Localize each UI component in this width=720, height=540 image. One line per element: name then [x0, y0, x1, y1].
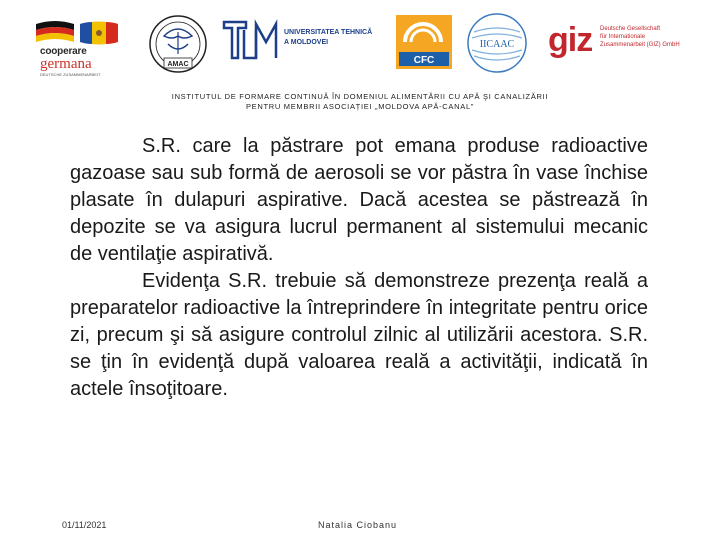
institute-header	[0, 92, 720, 112]
amac-emblem-icon	[144, 14, 216, 76]
giz-sub2: für Internationale	[600, 34, 646, 40]
giz-logo	[548, 20, 688, 64]
cooperare-germana-logo	[36, 20, 136, 80]
utm-line2: A MOLDOVEI	[284, 39, 329, 46]
header-line2: PENTRU MEMBRII ASOCIAȚIEI „MOLDOVA APĂ-CANAL”	[245, 102, 475, 111]
paragraph-evidence: Evidenţa S.R. trebuie să demonstreze prezenţa reală a preparatelor radioactive la întreprindere în integritate pentru orice zi, precum şi să asigure controlul zilnic al utilizării acestora. S.R. se ţin în evidenţă după valoarea reală a activităţii, indicată în actele însoţitoare.	[70, 270, 648, 400]
coop-line2: germana	[40, 56, 92, 72]
giz-wordmark: giz	[548, 21, 593, 59]
amac-label: AMAC	[167, 61, 189, 68]
iicaac-emblem-icon	[466, 12, 528, 74]
utm-line1: UNIVERSITATEA TEHNICĂ	[284, 29, 373, 36]
coop-line1: cooperare	[40, 46, 87, 57]
utm-monogram-icon	[222, 18, 282, 64]
utm-logo	[222, 18, 388, 64]
moldova-flag-icon	[80, 20, 118, 46]
body-text	[70, 133, 648, 403]
iicaac-logo	[466, 12, 528, 74]
cfc-label: CFC	[413, 55, 435, 66]
paragraph-storage: S.R. care la păstrare pot emana produse radioactive gazoase sau sub formă de aerosoli se vor păstra în vase închise plasate în dulapuri aspirative. Dacă acestea se păstrează în depozite se va asigura lucrul permanent al sistemului mecanic de ventilaţie aspirativă.	[70, 135, 648, 265]
iicaac-label: IICAAC	[479, 39, 515, 50]
cfc-logo	[395, 14, 453, 70]
footer-author: Natalia Ciobanu	[318, 520, 398, 530]
logo-bar	[0, 0, 720, 85]
giz-sub3: Zusammenarbeit (GIZ) GmbH	[600, 42, 680, 48]
cfc-emblem-icon	[395, 14, 453, 70]
germany-flag-icon	[36, 20, 74, 46]
giz-sub1: Deutsche Gesellschaft	[600, 26, 661, 32]
header-line1: INSTITUTUL DE FORMARE CONTINUĂ ÎN DOMENIUL ALIMENTĂRII CU APĂ ŞI CANALIZĂRII	[171, 92, 549, 101]
coop-line3: DEUTSCHE ZUSAMMENARBEIT	[40, 72, 101, 77]
amac-logo	[144, 14, 216, 76]
footer-date: 01/11/2021	[62, 520, 107, 530]
